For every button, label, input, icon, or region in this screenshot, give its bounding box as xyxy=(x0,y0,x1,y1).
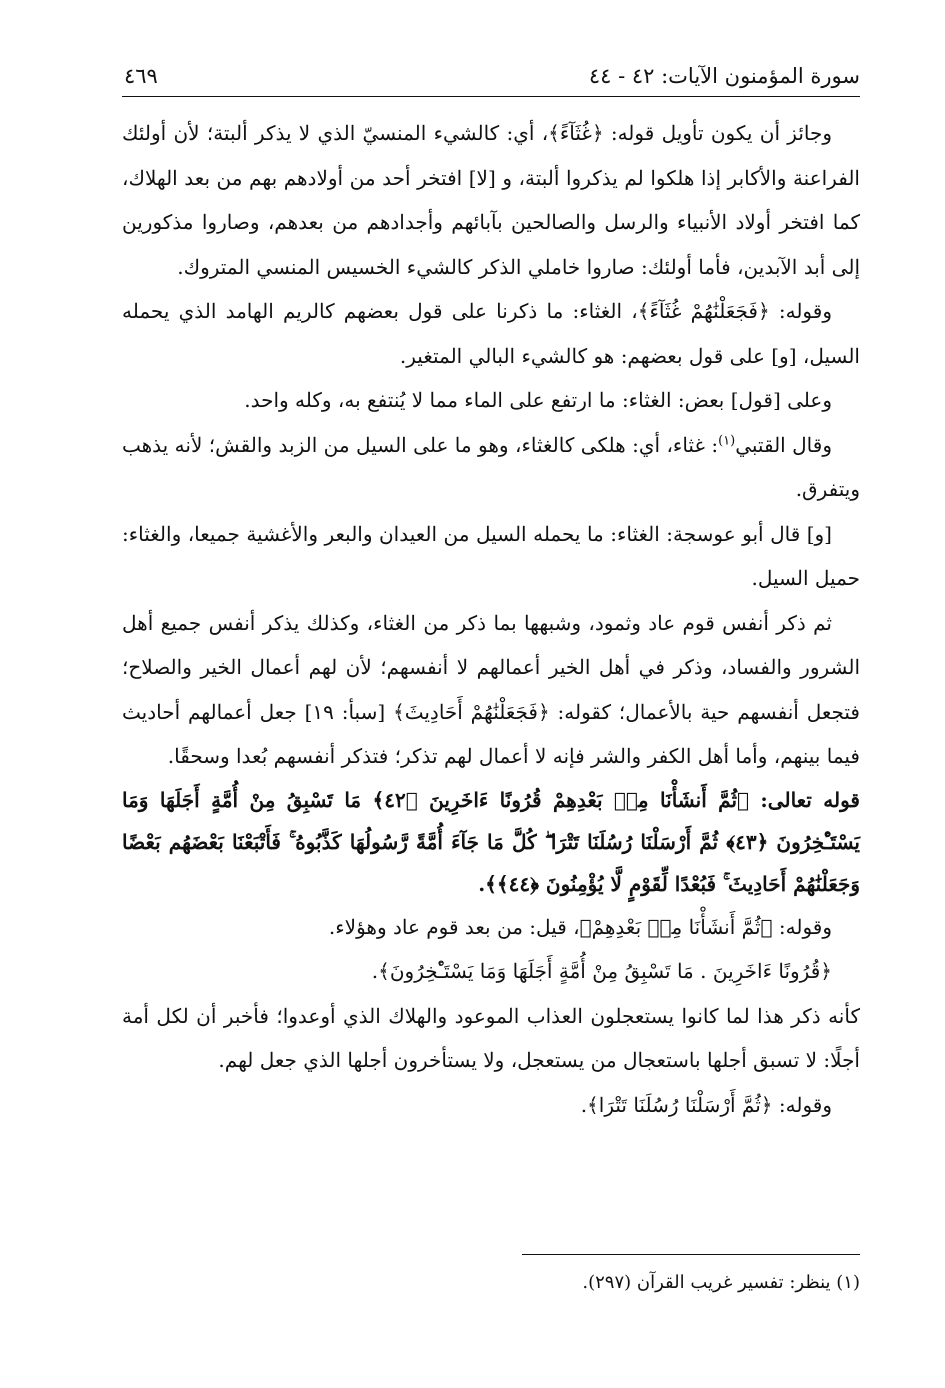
paragraph-8: ﴿قُرُونًا ءَاخَرِينَ . مَا تَسْبِقُ مِنْ أُمَّةٍ أَجَلَهَا وَمَا يَسْتَـْٔخِرُونَ﴾. xyxy=(371,959,832,983)
paragraph-3: وعلى [قول] بعض: الغثاء: ما ارتفع على الماء مما لا يُنتفع به، وكله واحد. xyxy=(244,388,832,412)
running-title: سورة المؤمنون الآيات: ٤٢ - ٤٤ xyxy=(588,64,860,88)
paragraph-9: كأنه ذكر هذا لما كانوا يستعجلون العذاب الموعود والهلاك الذي أوعدوا؛ فأخبر أن لكل أمة أجلًا: لا تسبق أجلها باستعجال من يستعجل، ولا يستأخرون أجلها الذي جعل لهم. xyxy=(122,1003,860,1072)
page-body xyxy=(122,111,860,1127)
paragraph-4-start: وقال القتبي xyxy=(735,432,832,457)
paragraph-4-end: : غثاء، أي: هلكى كالغثاء، وهو ما على السيل من الزبد والقش؛ لأنه يذهب ويتفرق. xyxy=(122,432,860,501)
paragraph-5: [و] قال أبو عوسجة: الغثاء: ما يحمله السيل من العيدان والبعر والأغشية جميعا، والغثاء: حميل السيل. xyxy=(122,521,860,590)
verse-text: ﴿ثُمَّ أَنشَأْنَا مِنۢ بَعْدِهِمْ قُرُونًا ءَاخَرِينَ ﴿٤٢﴾ مَا تَسْبِقُ مِنْ أُمَّةٍ أَجَلَهَا وَمَا يَسْتَـْٔخِرُونَ ﴿٤٣﴾ ثُمَّ أَرْسَلْنَا رُسُلَنَا تَتْرَا ۖ كُلَّ مَا جَآءَ أُمَّةً رَّسُولُهَا كَذَّبُوهُ ۚ فَأَتْبَعْنَا بَعْضَهُم بَعْضًا وَجَعَلْنَٰهُمْ أَحَادِيثَ ۚ فَبُعْدًا لِّقَوْمٍ لَّا يُؤْمِنُونَ ﴿٤٤﴾﴾. xyxy=(122,787,860,896)
book-page xyxy=(122,62,860,1362)
paragraph-1: وجائز أن يكون تأويل قوله: ﴿غُثَآءً﴾، أي: كالشيء المنسيّ الذي لا يذكر ألبتة؛ لأن أولئك الفراعنة والأكابر إذا هلكوا لم يذكروا ألبتة، و [لا] افتخر أحد من أولادهم بهم من بعد الهلاك، كما افتخر أولاد الأنبياء والرسل والصالحين بآبائهم وأجدادهم من بعدهم، وصاروا مذكورين إلى أبد الآبدين، فأما أولئك: صاروا خاملي الذكر كالشيء الخسيس المنسي المتروك. xyxy=(122,121,860,279)
page-number: ٤٦٩ xyxy=(124,64,158,88)
paragraph-6: ثم ذكر أنفس قوم عاد وثمود، وشبهها بما ذكر من الغثاء، وكذلك يذكر أنفس جميع أهل الشرور والفساد، وذكر في أهل الخير أعمالهم لا أنفسهم؛ لأن لهم أعمال الخير والصلاح؛ فتجعل أنفسهم حية بالأعمال؛ كقوله: ﴿فَجَعَلْنَٰهُمْ أَحَادِيثَ﴾ [سبأ: ١٩] جعل أعمالهم أحاديث فيما بينهم، وأما أهل الكفر والشر فإنه لا أعمال لهم تذكر؛ فتذكر أنفسهم بُعدا وسحقًا. xyxy=(122,610,861,768)
footnote-divider xyxy=(522,1254,860,1255)
paragraph-4 xyxy=(122,423,860,512)
page-header xyxy=(122,62,860,97)
footnote-reference[interactable]: (١) xyxy=(718,432,736,448)
paragraph-2: وقوله: ﴿فَجَعَلْنَٰهُمْ غُثَآءً﴾، الغثاء: ما ذكرنا على قول بعضهم كالريم الهامد الذي يحمله السيل، [و] على قول بعضهم: هو كالشيء البالي المتغير. xyxy=(122,299,860,368)
verse-lead: قوله تعالى: xyxy=(760,787,860,812)
verse-block xyxy=(122,779,860,905)
paragraph-10: وقوله: ﴿ثُمَّ أَرْسَلْنَا رُسُلَنَا تَتْرَا﴾. xyxy=(580,1092,832,1117)
paragraph-7: وقوله: ﴿ثُمَّ أَنشَأْنَا مِنۢ بَعْدِهِمْ﴾، قيل: من بعد قوم عاد وهؤلاء. xyxy=(328,914,832,939)
footnote: (١) ينظر: تفسير غريب القرآن (٢٩٧). xyxy=(582,1272,860,1293)
